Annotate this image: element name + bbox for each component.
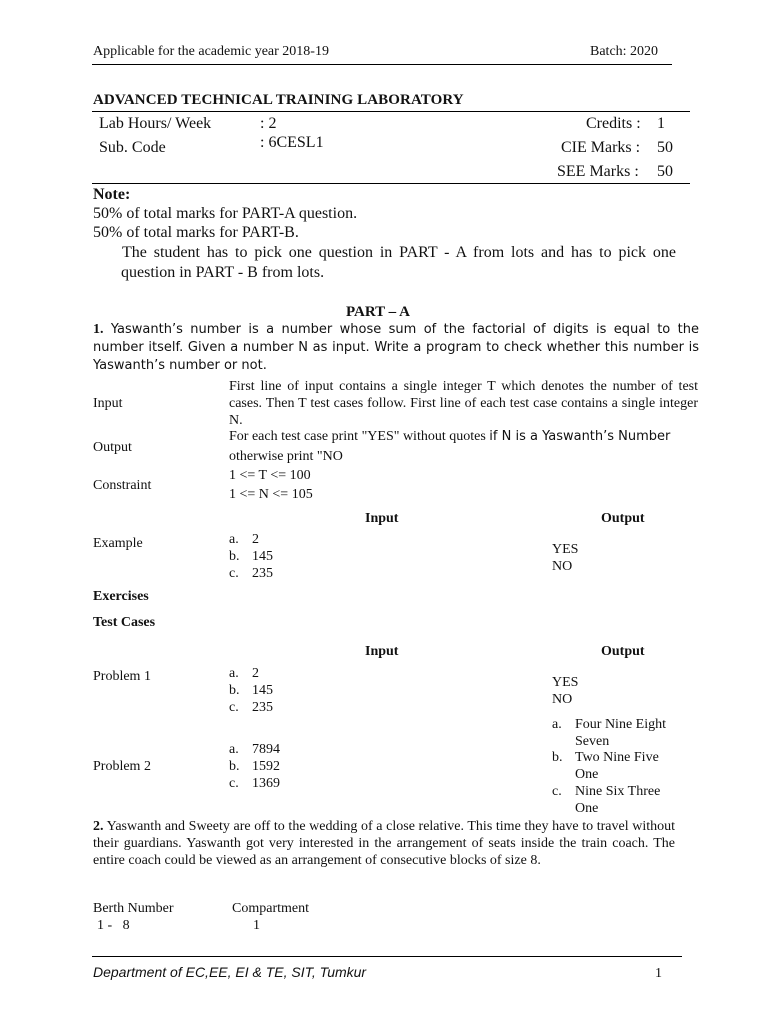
test-output-header: Output (601, 644, 645, 659)
title-rule (92, 111, 690, 112)
note-heading: Note: (93, 186, 131, 203)
list-item: 1592 (252, 759, 280, 774)
part-a-heading: PART – A (346, 304, 410, 320)
note-paragraph: The student has to pick one question in PART - A from lots and has to pick one question in PART - B from lots. (121, 244, 676, 281)
output-description-line-2: otherwise print "NO (229, 449, 343, 464)
course-title: ADVANCED TECHNICAL TRAINING LABORATORY (93, 92, 464, 108)
problem-1-output-2: NO (552, 692, 573, 707)
compartment-header: Compartment (232, 901, 309, 916)
academic-year-note: Applicable for the academic year 2018-19 (93, 44, 329, 59)
footer-department: Department of EC,EE, EI & TE, SIT, Tumkur (93, 964, 367, 980)
problem-1-output-1: YES (552, 675, 579, 690)
list-item: c. (552, 784, 562, 799)
list-item: b. (229, 549, 240, 564)
list-item: 145 (252, 683, 273, 698)
berth-number-row: 1 - 8 (97, 918, 130, 933)
test-input-header: Input (365, 644, 399, 659)
page-number: 1 (655, 966, 662, 981)
list-item: One (575, 767, 599, 782)
list-item: b. (229, 683, 240, 698)
list-item: a. (229, 532, 239, 547)
see-marks-value: 50 (657, 163, 673, 180)
berth-number-header: Berth Number (93, 901, 174, 916)
list-item: Four Nine Eight (575, 717, 666, 732)
see-marks-label: SEE Marks : (557, 163, 639, 180)
problem-1-label: Problem 1 (93, 669, 151, 684)
constraint-2: 1 <= N <= 105 (229, 487, 313, 502)
list-item: 145 (252, 549, 273, 564)
list-item: 2 (252, 666, 259, 681)
output-description-a: For each test case print "YES" without quotes (229, 429, 490, 444)
list-item: c. (229, 566, 239, 581)
list-item: Two Nine Five (575, 750, 659, 765)
output-description-b: if N is a Yaswanth’s Number (489, 429, 671, 444)
sub-code-label: Sub. Code (99, 139, 166, 156)
problem-2-label: Problem 2 (93, 759, 151, 774)
list-item: a. (552, 717, 562, 732)
info-rule (92, 183, 690, 184)
output-label: Output (93, 440, 132, 455)
lab-hours-label: Lab Hours/ Week (99, 115, 212, 132)
list-item: 1369 (252, 776, 280, 791)
question-1 (93, 321, 699, 375)
list-item: a. (229, 742, 239, 757)
footer-rule (92, 956, 682, 957)
output-description-line-1 (229, 429, 670, 445)
list-item: Seven (575, 734, 610, 749)
question-2-number: 2. (93, 819, 104, 834)
exercises-heading: Exercises (93, 589, 149, 604)
list-item: 235 (252, 566, 273, 581)
cie-marks-label: CIE Marks : (561, 139, 641, 156)
credits-label: Credits : (586, 115, 641, 132)
list-item: 7894 (252, 742, 280, 757)
list-item: 2 (252, 532, 259, 547)
example-label: Example (93, 536, 143, 551)
example-output-1: YES (552, 542, 579, 557)
constraint-label: Constraint (93, 478, 152, 493)
list-item: c. (229, 700, 239, 715)
question-1-number: 1. (93, 322, 104, 337)
header-rule (92, 64, 672, 65)
note-line-2: 50% of total marks for PART-B. (93, 224, 299, 241)
constraint-1: 1 <= T <= 100 (229, 468, 311, 483)
example-output-header: Output (601, 511, 645, 526)
lab-hours-value: : 2 (260, 115, 277, 132)
compartment-row: 1 (253, 918, 260, 933)
list-item: b. (552, 750, 563, 765)
question-2-text: Yaswanth and Sweety are off to the wedding of a close relative. This time they have to travel without their guardians. Yaswanth got very interested in the arrangement of seats inside the train coach. The entire coach could be viewed as an arrangement of consecutive blocks of size 8. (93, 819, 675, 868)
list-item: 235 (252, 700, 273, 715)
list-item: b. (229, 759, 240, 774)
batch-label: Batch: 2020 (590, 44, 659, 59)
list-item: Nine Six Three (575, 784, 661, 799)
list-item: One (575, 801, 599, 816)
question-2 (93, 818, 675, 869)
note-line-1: 50% of total marks for PART-A question. (93, 205, 358, 222)
list-item: a. (229, 666, 239, 681)
input-description: First line of input contains a single integer T which denotes the number of test cases. Then T test cases follow. First line of each test case contains a single integer N. (229, 379, 698, 428)
credits-value: 1 (657, 115, 665, 132)
example-input-header: Input (365, 511, 399, 526)
sub-code-value: : 6CESL1 (260, 134, 324, 151)
test-cases-heading: Test Cases (93, 615, 156, 630)
input-label: Input (93, 396, 123, 411)
list-item: c. (229, 776, 239, 791)
example-output-2: NO (552, 559, 573, 574)
cie-marks-value: 50 (657, 139, 673, 156)
question-1-text: Yaswanth’s number is a number whose sum of the factorial of digits is equal to the number itself. Given a number N as input. Write a program to check whether this number is Yaswanth’s number or not. (93, 322, 699, 373)
